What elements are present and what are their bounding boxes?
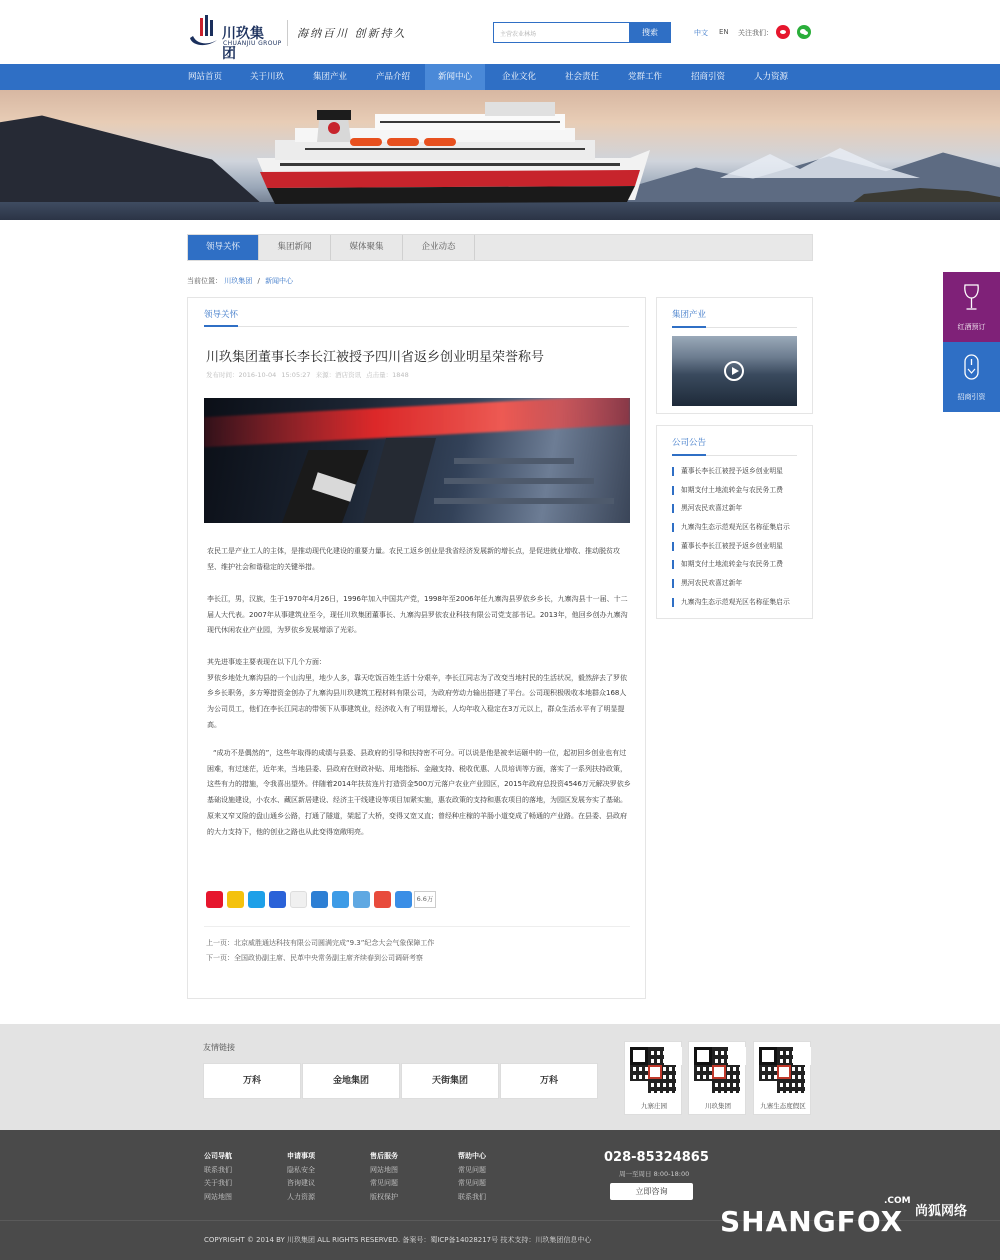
logo-divider xyxy=(287,20,288,46)
footer-link[interactable]: 关于我们 xyxy=(204,1179,232,1187)
footer-link[interactable]: 版权保护 xyxy=(370,1193,398,1201)
weibo-icon[interactable] xyxy=(776,25,790,39)
sidebar-industry xyxy=(656,297,813,414)
consult-button[interactable]: 立即咨询 xyxy=(610,1183,693,1200)
hero-rail xyxy=(434,498,614,504)
article-paragraph: 其先进事迹主要表现在以下几个方面： 罗依乡地处九寨沟县的一个山沟里，地少人多，靠天吃饭百姓生活十分艰辛，李长江同志为了改变当地村民的生活状况，毅然辞去了罗依乡乡长职务，多方筹措资金创办了九寨沟县川玖建筑工程材料有限公司，为政府劳动力输出搭建了平台。公司现积极吸收本地群众168人为公司员工，他们在李长江同志的带领下从事建筑业，经济收入有了明显增长，人均年收入稳定在3万元以上，群众生活水平有了明显提高。 xyxy=(207,658,627,729)
partner-logo-vanke[interactable]: 万科 xyxy=(500,1063,598,1099)
notice-item[interactable]: 黑河农民欢喜过新年 xyxy=(672,579,802,588)
wechat-icon[interactable] xyxy=(797,25,811,39)
hero-rail xyxy=(444,478,594,484)
section-title: 领导关怀 xyxy=(204,310,239,320)
footer-link[interactable]: 咨询建议 xyxy=(287,1179,315,1187)
main-nav xyxy=(0,64,1000,90)
article-divider xyxy=(204,926,630,927)
wine-glass-icon xyxy=(963,284,980,312)
footer-link[interactable]: 网站地图 xyxy=(370,1166,398,1174)
share-qq-icon[interactable] xyxy=(290,891,307,908)
breadcrumb xyxy=(187,276,293,286)
logo-subtext: CHUANJIU GROUP xyxy=(223,40,282,47)
hero-rail xyxy=(454,458,574,464)
partner-logo-gemdale[interactable]: 金地集团 xyxy=(302,1063,400,1099)
prev-article-link[interactable]: 上一页：北京威胜通达科技有限公司圆满完成“9.3”纪念大会气象保障工作 xyxy=(206,939,435,947)
lang-en-link[interactable]: EN xyxy=(719,28,729,36)
investment-label: 招商引资 xyxy=(957,393,986,401)
share-douban-icon[interactable] xyxy=(332,891,349,908)
industry-video[interactable] xyxy=(672,336,797,406)
nav-item-responsibility[interactable]: 社会责任 xyxy=(564,72,599,82)
qr-code-icon xyxy=(759,1047,805,1093)
article-paragraph: 李长江，男，汉族，生于1970年4月26日，1996年加入中国共产党，1998年至2006年任九寨沟县罗依乡乡长，九寨沟县十一届、十二届人大代表。2007年从事建筑业至今，现任川玖集团董事长、九寨沟县罗依农业科技有限公司党支部书记。2013年，他回乡创办九寨沟现代休闲农业产业园，为罗依乡发展增添了光彩。 xyxy=(207,595,628,635)
banner-image xyxy=(0,90,1000,220)
copyright: COPYRIGHT © 2014 BY 川玖集团 ALL RIGHTS RESERVED. 备案号：蜀ICP备14028217号 技术支持：川玖集团信息中心 xyxy=(204,1236,592,1244)
qr-code-icon xyxy=(630,1047,676,1093)
follow-label: 关注我们： xyxy=(738,29,773,37)
breadcrumb-sep: / xyxy=(257,277,260,285)
logo-mark-icon xyxy=(187,14,221,48)
nav-item-products[interactable]: 产品介绍 xyxy=(375,72,410,82)
investment-button[interactable] xyxy=(943,342,1000,412)
ship-illustration xyxy=(255,90,655,220)
footer-col-title: 帮助中心 xyxy=(458,1152,486,1160)
qr-label: 川玖集团 xyxy=(705,1102,731,1110)
site-header xyxy=(0,0,1000,64)
sidebar-notice-title: 公司公告 xyxy=(672,438,707,448)
sidebar-divider-accent xyxy=(672,454,706,456)
section-divider xyxy=(204,326,629,327)
footer-link[interactable]: 网站地图 xyxy=(204,1193,232,1201)
sidebar-divider-accent xyxy=(672,326,706,328)
search-input[interactable]: 主营农业林场 xyxy=(493,22,630,43)
share-more-icon[interactable] xyxy=(395,891,412,908)
business-hours: 周一至周日 8:00-18:00 xyxy=(619,1170,690,1178)
wine-order-button[interactable] xyxy=(943,272,1000,342)
share-tieba-icon[interactable] xyxy=(311,891,328,908)
share-tencent-icon[interactable] xyxy=(248,891,265,908)
tab-group-news[interactable]: 集团新闻 xyxy=(259,235,331,260)
nav-item-home[interactable]: 网站首页 xyxy=(187,72,222,82)
section-divider-accent xyxy=(204,325,238,327)
article-panel xyxy=(187,297,646,999)
notice-item[interactable]: 董事长李长江被授予返乡创业明星 xyxy=(672,542,802,551)
share-qzone-icon[interactable] xyxy=(227,891,244,908)
notice-item[interactable]: 黑河农民欢喜过新年 xyxy=(672,504,802,513)
breadcrumb-current[interactable]: 新闻中心 xyxy=(265,277,294,285)
share-weibo-icon[interactable] xyxy=(206,891,223,908)
article-title: 川玖集团董事长李长江被授予四川省返乡创业明星荣誉称号 xyxy=(206,350,545,365)
notice-item[interactable]: 如期支付土地流转金与农民务工费 xyxy=(672,486,802,495)
watermark-logo: SHANGFOX xyxy=(720,1205,904,1238)
watermark-domain: .COM xyxy=(884,1196,911,1206)
slogan: 海纳百川 创新持久 xyxy=(297,27,407,40)
contact-phone: 028-85324865 xyxy=(604,1150,709,1165)
friend-links-title: 友情链接 xyxy=(203,1043,235,1052)
footer-link[interactable]: 常见问题 xyxy=(370,1179,398,1187)
share-email-icon[interactable] xyxy=(353,891,370,908)
share-favorite-icon[interactable] xyxy=(374,891,391,908)
footer-link[interactable]: 联系我们 xyxy=(458,1193,486,1201)
banner-snow xyxy=(720,148,920,178)
notice-item[interactable]: 九寨沟生态示范观光区名称征集启示 xyxy=(672,598,802,607)
qr-label: 九寨生态度假区 xyxy=(760,1102,806,1110)
breadcrumb-home[interactable]: 川玖集团 xyxy=(224,277,253,285)
nav-item-industry[interactable]: 集团产业 xyxy=(312,72,347,82)
qr-code-card xyxy=(688,1041,746,1115)
nav-item-party[interactable]: 党群工作 xyxy=(627,72,662,82)
footer-col-title: 申请事项 xyxy=(287,1152,315,1160)
news-tabs xyxy=(187,234,813,261)
sidebar-notices xyxy=(656,425,813,619)
site-footer xyxy=(0,1130,1000,1260)
logo-text: 川玖集团 xyxy=(222,26,264,62)
next-article-link[interactable]: 下一页：全国政协副主席、民革中央常务副主席齐续春到公司调研考察 xyxy=(206,954,423,962)
article-paragraph: 农民工是产业工人的主体，是推动现代化建设的重要力量。农民工返乡创业是我省经济发展新的增长点，是促进就业增收、推动脱贫攻坚、维护社会和谐稳定的关键举措。 xyxy=(207,547,620,571)
notice-item[interactable]: 如期支付土地流转金与农民务工费 xyxy=(672,560,802,569)
qr-code-card xyxy=(753,1041,811,1115)
wine-order-label: 红酒预订 xyxy=(957,323,986,331)
nav-item-about[interactable]: 关于川玖 xyxy=(249,72,284,82)
footer-link[interactable]: 常见问题 xyxy=(458,1179,486,1187)
mouse-icon xyxy=(963,354,980,382)
share-renren-icon[interactable] xyxy=(269,891,286,908)
nav-item-news[interactable]: 新闻中心 xyxy=(425,64,485,90)
footer-link[interactable]: 人力资源 xyxy=(287,1193,315,1201)
tab-enterprise[interactable]: 企业动态 xyxy=(403,235,475,260)
footer-link[interactable]: 联系我们 xyxy=(204,1166,232,1174)
nav-item-investment[interactable]: 招商引资 xyxy=(690,72,725,82)
article-paragraph: “成功不是偶然的”，这些年取得的成绩与县委、县政府的引导和扶持密不可分。可以说是他是被幸运砸中的一位，起初回乡创业也有过困难，有过迷茫，近年来，当地县委、县政府在财政补贴、用地指标、金融支持、税收优惠、人员培训等方面，落实了一系列扶持政策，这些有力的措施，令我喜出望外。伴随着2014年扶贫连片打造资金500万元落户农业产业园区，2015年政府总投资4546万元解决罗依乡基础设施建设，小农水、藏区新居建设、经济主干线建设等项目加紧实施，惠农政策的支持和惠农项目的落地，为园区发展夯实了基础。原来又窄又险的盘山通乡公路，打通了隧道，架起了大桥，变得又宽又直；曾经种庄稼的羊肠小道变成了畅通的产业路。在县委、县政府的大力支持下，他的创业之路也从此变得宽敞明亮。 xyxy=(207,749,631,836)
nav-item-culture[interactable]: 企业文化 xyxy=(501,72,536,82)
article-meta: 发布时间：2016-10-04 15:05:27 来源：酒店资讯 点击量：1848 xyxy=(206,371,409,379)
sidebar-industry-title: 集团产业 xyxy=(672,310,707,320)
nav-item-hr[interactable]: 人力资源 xyxy=(753,72,788,82)
lang-cn-link[interactable]: 中文 xyxy=(694,29,708,37)
tab-media[interactable]: 媒体聚集 xyxy=(331,235,403,260)
watermark-cn: 尚狐网络 xyxy=(915,1204,968,1219)
breadcrumb-prefix: 当前位置： xyxy=(187,277,222,285)
qr-code-card xyxy=(624,1041,682,1115)
logo[interactable] xyxy=(187,14,282,62)
article-image xyxy=(204,398,630,523)
notice-item[interactable]: 董事长李长江被授予返乡创业明星 xyxy=(672,467,802,476)
footer-link[interactable]: 常见问题 xyxy=(458,1166,486,1174)
tab-leadership[interactable]: 领导关怀 xyxy=(188,235,259,260)
partner-logo-vanke[interactable]: 万科 xyxy=(203,1063,301,1099)
hero-rack xyxy=(362,438,436,523)
qr-code-icon xyxy=(694,1047,740,1093)
footer-col-title: 售后服务 xyxy=(370,1152,398,1160)
qr-label: 九寨庄园 xyxy=(641,1102,667,1110)
partner-logo-tianjie[interactable]: 天街集团 xyxy=(401,1063,499,1099)
notice-item[interactable]: 九寨沟生态示范观光区名称征集启示 xyxy=(672,523,802,532)
friend-links-section xyxy=(0,1024,1000,1130)
share-count: 6.6万 xyxy=(414,891,436,908)
footer-link[interactable]: 隐私安全 xyxy=(287,1166,315,1174)
play-icon[interactable] xyxy=(724,361,744,381)
footer-col-title: 公司导航 xyxy=(204,1152,232,1160)
search-button[interactable]: 搜索 xyxy=(629,22,671,43)
